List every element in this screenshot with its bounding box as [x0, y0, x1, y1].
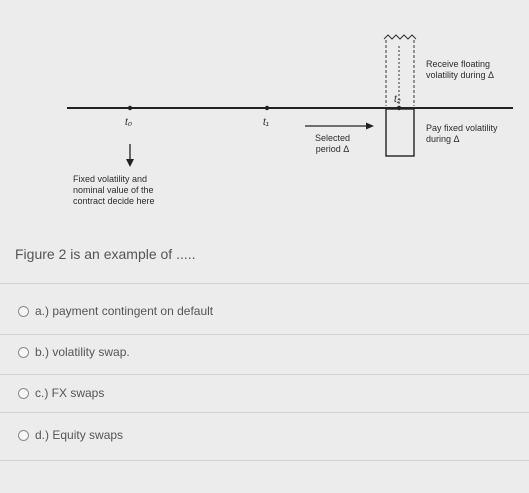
fixed-box — [386, 109, 414, 156]
receive-floating-line-1: Receive floating — [426, 59, 491, 69]
option-d[interactable] — [18, 426, 123, 444]
t2-label: t₂ — [394, 94, 401, 105]
radio-button[interactable] — [18, 306, 29, 317]
selected-period-line-1: Selected — [315, 133, 351, 143]
fixed-note-line-2: nominal value of the — [73, 185, 154, 195]
option-label: b.) volatility swap. — [35, 345, 130, 359]
floating-wave-top — [384, 35, 416, 39]
figure-2 — [0, 0, 529, 230]
fixed-note-line-3: contract decide here — [73, 196, 155, 206]
pay-fixed-label — [426, 123, 498, 145]
option-label: c.) FX swaps — [35, 386, 105, 400]
radio-button[interactable] — [18, 430, 29, 441]
fixed-note — [73, 174, 155, 207]
radio-button[interactable] — [18, 347, 29, 358]
divider — [0, 374, 529, 375]
selected-period-line-2: period Δ — [315, 144, 350, 154]
receive-floating-label — [426, 59, 494, 81]
selected-period-label — [315, 133, 350, 155]
t0-marker — [128, 106, 132, 110]
divider — [0, 334, 529, 335]
fixed-note-line-1: Fixed volatility and — [73, 174, 148, 184]
option-label: a.) payment contingent on default — [35, 304, 214, 318]
option-label: d.) Equity swaps — [35, 428, 124, 442]
t0-label: t₀ — [125, 117, 132, 128]
option-a[interactable] — [18, 302, 213, 320]
pay-fixed-line-2: during Δ — [426, 134, 460, 144]
divider — [0, 283, 529, 284]
radio-button[interactable] — [18, 388, 29, 399]
divider — [0, 412, 529, 413]
t1-marker — [265, 106, 269, 110]
option-c[interactable] — [18, 384, 104, 402]
period-arrow-head — [366, 123, 374, 130]
option-b[interactable] — [18, 343, 130, 361]
divider — [0, 460, 529, 461]
receive-floating-line-2: volatility during Δ — [426, 70, 495, 80]
t0-arrow-head — [126, 159, 134, 167]
pay-fixed-line-1: Pay fixed volatility — [426, 123, 498, 133]
question-text: Figure 2 is an example of ..... — [15, 246, 196, 262]
t1-label: t₁ — [263, 117, 269, 128]
